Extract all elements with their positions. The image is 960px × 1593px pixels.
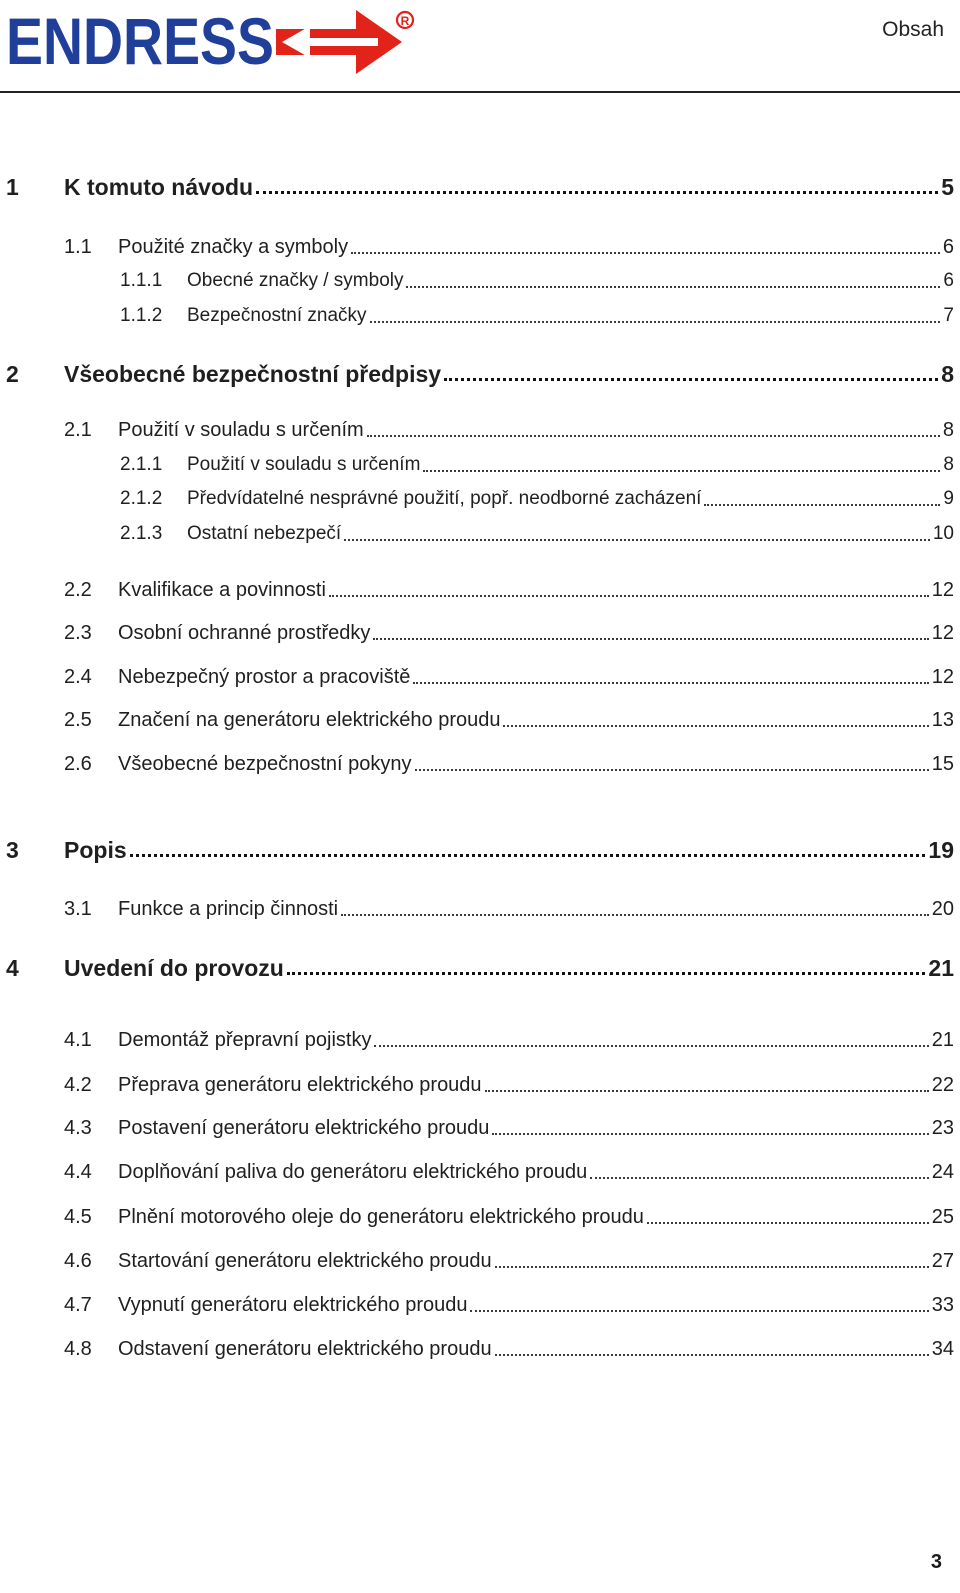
toc-dot-leader: [423, 470, 940, 472]
toc-entry-page: 8: [941, 361, 954, 387]
page-number: 3: [930, 1551, 942, 1573]
toc-entry-number: 4.5: [64, 1206, 92, 1228]
toc-entry[interactable]: [64, 1246, 954, 1276]
toc-entry-title: Vypnutí generátoru elektrického proudu: [118, 1294, 468, 1316]
toc-entry[interactable]: [64, 1025, 954, 1055]
toc-entry-title: Uvedení do provozu: [64, 955, 284, 981]
toc-entry-page: 6: [942, 236, 954, 258]
toc-entry[interactable]: [64, 1334, 954, 1364]
toc-entry-number: 2: [6, 361, 19, 387]
toc-dot-leader: [492, 1133, 928, 1135]
toc-entry[interactable]: [64, 618, 954, 648]
toc-dot-leader: [495, 1266, 929, 1268]
toc-dot-leader: [647, 1222, 929, 1224]
toc-entry-page: 20: [931, 898, 954, 920]
toc-entry-title: Značení na generátoru elektrického proudu: [118, 709, 501, 731]
toc-entry-title: Postavení generátoru elektrického proudu: [118, 1117, 490, 1139]
toc-entry[interactable]: [64, 415, 954, 445]
toc-entry-page: 24: [931, 1161, 954, 1183]
toc-entry[interactable]: [120, 266, 954, 296]
toc-entry-title: Použití v souladu s určením: [118, 419, 364, 441]
toc-entry[interactable]: [64, 232, 954, 262]
toc-entry-number: 2.5: [64, 709, 92, 731]
registered-mark-icon: R: [400, 14, 410, 28]
toc-entry-page: 13: [931, 709, 954, 731]
toc-entry[interactable]: [6, 953, 954, 983]
toc-entry-page: 12: [931, 579, 954, 601]
toc-entry[interactable]: [120, 301, 954, 331]
toc-entry-number: 4.8: [64, 1338, 92, 1360]
toc-entry-page: 33: [931, 1294, 954, 1316]
toc-entry-page: 10: [932, 523, 954, 544]
toc-entry-page: 12: [931, 622, 954, 644]
toc-entry[interactable]: [64, 1157, 954, 1187]
toc-entry-number: 2.1.2: [120, 488, 163, 509]
toc-entry-number: 2.4: [64, 666, 92, 688]
toc-entry-number: 4.4: [64, 1161, 92, 1183]
section-title: Obsah: [882, 18, 944, 41]
toc-entry-title: Všeobecné bezpečnostní pokyny: [118, 753, 412, 775]
toc-entry-page: 21: [931, 1029, 954, 1051]
toc-entry-number: 2.1.1: [120, 454, 163, 475]
toc-entry-number: 1.1: [64, 236, 92, 258]
toc-entry-title: Kvalifikace a povinnosti: [118, 579, 326, 601]
toc-entry[interactable]: [6, 172, 954, 202]
toc-entry[interactable]: [120, 484, 954, 514]
toc-dot-leader: [367, 435, 940, 437]
toc-entry-title: K tomuto návodu: [64, 174, 254, 200]
toc-dot-leader: [415, 769, 929, 771]
toc-entry-title: Všeobecné bezpečnostní předpisy: [64, 361, 442, 387]
toc-entry-page: 22: [931, 1074, 954, 1096]
toc-entry-page: 12: [931, 666, 954, 688]
toc-entry-page: 21: [928, 955, 954, 981]
toc-entry-number: 4.6: [64, 1250, 92, 1272]
toc-dot-leader: [704, 504, 940, 506]
toc-entry-title: Odstavení generátoru elektrického proudu: [118, 1338, 492, 1360]
toc-dot-leader: [590, 1177, 929, 1179]
toc-entry-title: Demontáž přepravní pojistky: [118, 1029, 372, 1051]
toc-entry-page: 25: [931, 1206, 954, 1228]
toc-entry-number: 2.1: [64, 419, 92, 441]
toc-entry-number: 3: [6, 837, 19, 863]
toc-entry[interactable]: [64, 894, 954, 924]
toc-entry-title: Plnění motorového oleje do generátoru elektrického proudu: [118, 1206, 644, 1228]
toc-entry[interactable]: [64, 575, 954, 605]
toc-entry-page: 34: [931, 1338, 954, 1360]
toc-entry-page: 8: [943, 454, 954, 475]
toc-entry-number: 4.3: [64, 1117, 92, 1139]
toc-entry-number: 4.2: [64, 1074, 92, 1096]
toc-entry-title: Nebezpečný prostor a pracoviště: [118, 666, 411, 688]
toc-entry-number: 2.6: [64, 753, 92, 775]
toc-dot-leader: [485, 1090, 929, 1092]
toc-entry-title: Přeprava generátoru elektrického proudu: [118, 1074, 482, 1096]
toc-entry[interactable]: [64, 662, 954, 692]
toc-entry-page: 23: [931, 1117, 954, 1139]
toc-entry-number: 2.1.3: [120, 523, 163, 544]
toc-entry-title: Startování generátoru elektrického proudu: [118, 1250, 492, 1272]
toc-entry-number: 2.2: [64, 579, 92, 601]
toc-entry-page: 7: [943, 305, 954, 326]
toc-entry-number: 1: [6, 174, 19, 200]
toc-dot-leader: [341, 914, 929, 916]
toc-entry[interactable]: [64, 749, 954, 779]
toc-entry[interactable]: [120, 519, 954, 549]
toc-entry-number: 1.1.2: [120, 305, 163, 326]
toc-entry-title: Osobní ochranné prostředky: [118, 622, 371, 644]
toc-entry-title: Popis: [64, 837, 127, 863]
toc-dot-leader: [130, 854, 926, 857]
toc-entry[interactable]: [64, 705, 954, 735]
toc-entry-number: 4: [6, 955, 19, 981]
toc-entry-number: 4.1: [64, 1029, 92, 1051]
toc-entry-title: Doplňování paliva do generátoru elektrického proudu: [118, 1161, 588, 1183]
toc-entry-title: Ostatní nebezpečí: [187, 523, 342, 544]
toc-dot-leader: [444, 378, 938, 381]
toc-entry-title: Bezpečnostní značky: [187, 305, 367, 326]
toc-entry-title: Použité značky a symboly: [118, 236, 349, 258]
toc-entry-page: 6: [943, 270, 954, 291]
toc-dot-leader: [287, 972, 926, 975]
toc-entry[interactable]: [64, 1113, 954, 1143]
toc-entry-page: 9: [943, 488, 954, 509]
toc-entry-page: 15: [931, 753, 954, 775]
toc-entry-page: 5: [941, 174, 954, 200]
toc-dot-leader: [344, 539, 930, 541]
toc-entry-number: 1.1.1: [120, 270, 163, 291]
toc-entry-number: 3.1: [64, 898, 92, 920]
toc-entry[interactable]: [120, 450, 954, 480]
toc-dot-leader: [373, 638, 928, 640]
logo-wordmark: ENDRESS: [6, 4, 274, 78]
toc-entry-title: Funkce a princip činnosti: [118, 898, 339, 920]
toc-entry[interactable]: [64, 1290, 954, 1320]
toc-dot-leader: [370, 321, 941, 323]
toc-entry-page: 19: [928, 837, 954, 863]
toc-dot-leader: [329, 595, 929, 597]
toc-entry-number: 2.3: [64, 622, 92, 644]
toc-dot-leader: [495, 1354, 929, 1356]
toc-entry[interactable]: [6, 835, 954, 865]
toc-dot-leader: [503, 725, 928, 727]
toc-dot-leader: [256, 191, 938, 194]
toc-dot-leader: [413, 682, 928, 684]
toc-dot-leader: [351, 252, 940, 254]
toc-entry[interactable]: [64, 1070, 954, 1100]
toc-entry-title: Použití v souladu s určením: [187, 454, 421, 475]
toc-entry-page: 8: [942, 419, 954, 441]
toc-dot-leader: [374, 1045, 928, 1047]
toc-dot-leader: [470, 1310, 928, 1312]
toc-dot-leader: [406, 286, 940, 288]
toc-entry-title: Předvídatelné nesprávné použití, popř. neodborné zacházení: [187, 488, 702, 509]
toc-entry-page: 27: [931, 1250, 954, 1272]
toc-entry-number: 4.7: [64, 1294, 92, 1316]
toc-entry[interactable]: [64, 1202, 954, 1232]
toc-entry[interactable]: [6, 359, 954, 389]
toc-entry-title: Obecné značky / symboly: [187, 270, 404, 291]
